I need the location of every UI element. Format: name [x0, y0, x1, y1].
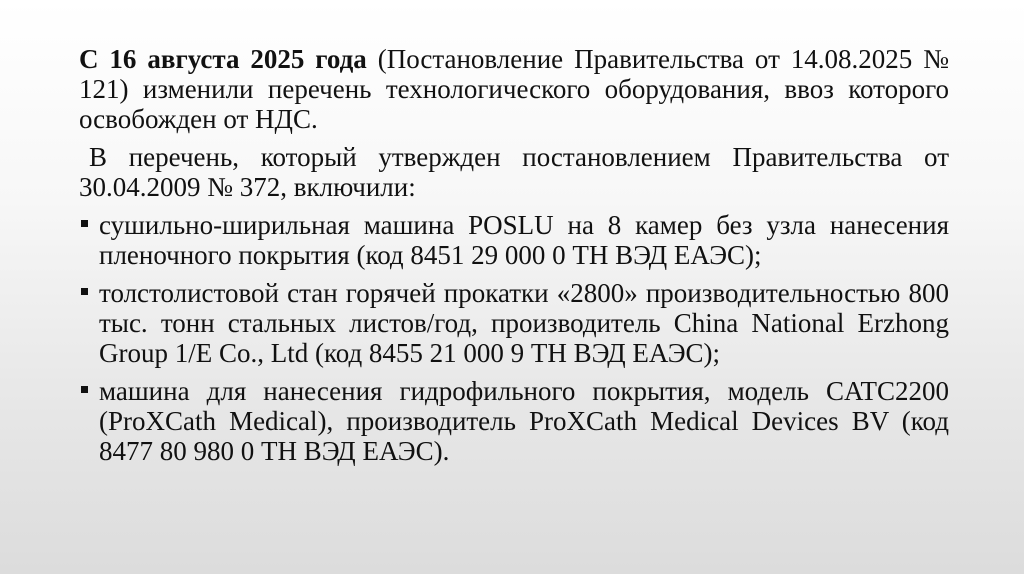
equipment-list	[79, 210, 949, 466]
list-item-text: сушильно-ширильная машина POSLU на 8 камер без узла нанесения пленочного покрытия (код 8451 29 000 0 ТН ВЭД ЕАЭС);	[99, 210, 949, 270]
list-item	[79, 210, 949, 270]
slide-content	[79, 44, 949, 474]
list-item	[79, 376, 949, 466]
bullet-square-icon	[81, 386, 88, 393]
list-item-text: машина для нанесения гидрофильного покрытия, модель CATC2200 (ProXCath Medical), производитель ProXCath Medical Devices BV (код 8477 80 980 0 ТН ВЭД ЕАЭС).	[99, 376, 949, 466]
intro-paragraph	[79, 44, 949, 134]
bullet-square-icon	[81, 220, 88, 227]
list-item-text: толстолистовой стан горячей прокатки «2800» производительностью 800 тыс. тонн стальных листов/год, производитель China National Erzhong Group 1/E Co., Ltd (код 8455 21 000 9 ТН ВЭД ЕАЭС);	[99, 278, 949, 368]
intro-body-text: (Постановление Правительства от 14.08.2025 № 121) изменили перечень технологического оборудования, ввоз которого освобожден от НДС.	[79, 44, 949, 134]
list-intro-paragraph: В перечень, который утвержден постановлением Правительства от 30.04.2009 № 372, включили:	[79, 142, 949, 202]
bullet-square-icon	[81, 288, 88, 295]
intro-lead-text: С 16 августа 2025 года	[79, 44, 367, 74]
list-item	[79, 278, 949, 368]
